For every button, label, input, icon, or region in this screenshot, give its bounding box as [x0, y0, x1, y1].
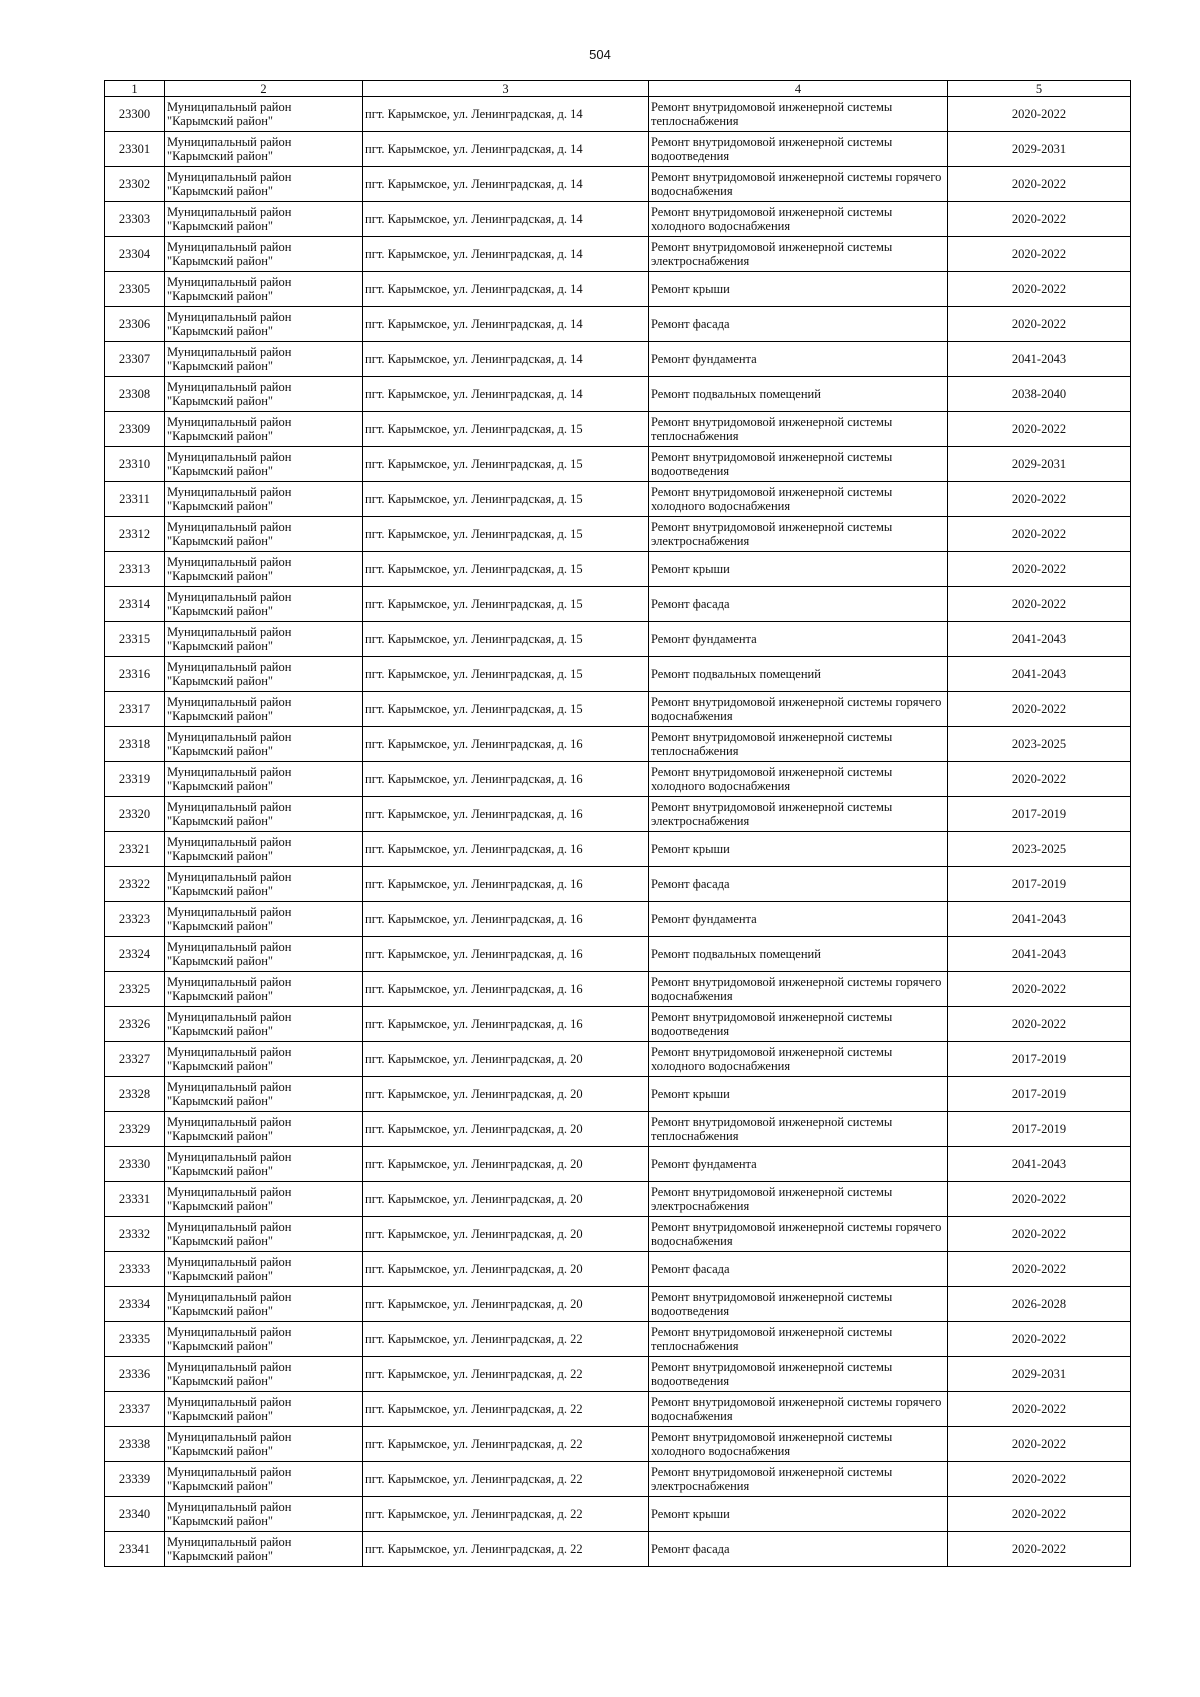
period-cell: 2020-2022 — [948, 1532, 1131, 1567]
address-cell: пгт. Карымское, ул. Ленинградская, д. 16 — [363, 797, 649, 832]
municipality-cell: Муниципальный район "Карымский район" — [165, 972, 363, 1007]
work-type-cell: Ремонт крыши — [649, 1077, 948, 1112]
period-cell: 2029-2031 — [948, 447, 1131, 482]
repair-schedule-table — [104, 80, 1131, 1567]
row-number: 23313 — [105, 552, 165, 587]
table-row — [105, 622, 1131, 657]
row-number: 23326 — [105, 1007, 165, 1042]
municipality-cell: Муниципальный район "Карымский район" — [165, 867, 363, 902]
row-number: 23324 — [105, 937, 165, 972]
column-number: 2 — [165, 81, 363, 97]
table-row — [105, 1357, 1131, 1392]
municipality-cell: Муниципальный район "Карымский район" — [165, 447, 363, 482]
row-number: 23304 — [105, 237, 165, 272]
work-type-cell: Ремонт внутридомовой инженерной системы теплоснабжения — [649, 1112, 948, 1147]
address-cell: пгт. Карымское, ул. Ленинградская, д. 14 — [363, 342, 649, 377]
column-number: 4 — [649, 81, 948, 97]
table-row — [105, 167, 1131, 202]
period-cell: 2026-2028 — [948, 1287, 1131, 1322]
address-cell: пгт. Карымское, ул. Ленинградская, д. 22 — [363, 1532, 649, 1567]
table-row — [105, 97, 1131, 132]
work-type-cell: Ремонт крыши — [649, 832, 948, 867]
work-type-cell: Ремонт фасада — [649, 307, 948, 342]
period-cell: 2020-2022 — [948, 1007, 1131, 1042]
row-number: 23327 — [105, 1042, 165, 1077]
row-number: 23333 — [105, 1252, 165, 1287]
municipality-cell: Муниципальный район "Карымский район" — [165, 1007, 363, 1042]
row-number: 23311 — [105, 482, 165, 517]
municipality-cell: Муниципальный район "Карымский район" — [165, 622, 363, 657]
address-cell: пгт. Карымское, ул. Ленинградская, д. 14 — [363, 237, 649, 272]
period-cell: 2023-2025 — [948, 832, 1131, 867]
municipality-cell: Муниципальный район "Карымский район" — [165, 587, 363, 622]
row-number: 23310 — [105, 447, 165, 482]
address-cell: пгт. Карымское, ул. Ленинградская, д. 14 — [363, 202, 649, 237]
address-cell: пгт. Карымское, ул. Ленинградская, д. 22 — [363, 1427, 649, 1462]
period-cell: 2020-2022 — [948, 1462, 1131, 1497]
row-number: 23328 — [105, 1077, 165, 1112]
work-type-cell: Ремонт внутридомовой инженерной системы водоотведения — [649, 1357, 948, 1392]
period-cell: 2017-2019 — [948, 1112, 1131, 1147]
table-row — [105, 587, 1131, 622]
table-row — [105, 657, 1131, 692]
work-type-cell: Ремонт внутридомовой инженерной системы холодного водоснабжения — [649, 1427, 948, 1462]
work-type-cell: Ремонт внутридомовой инженерной системы горячего водоснабжения — [649, 1217, 948, 1252]
municipality-cell: Муниципальный район "Карымский район" — [165, 97, 363, 132]
row-number: 23323 — [105, 902, 165, 937]
table-row — [105, 237, 1131, 272]
table-row — [105, 377, 1131, 412]
municipality-cell: Муниципальный район "Карымский район" — [165, 482, 363, 517]
address-cell: пгт. Карымское, ул. Ленинградская, д. 15 — [363, 692, 649, 727]
work-type-cell: Ремонт крыши — [649, 552, 948, 587]
address-cell: пгт. Карымское, ул. Ленинградская, д. 20 — [363, 1217, 649, 1252]
municipality-cell: Муниципальный район "Карымский район" — [165, 1182, 363, 1217]
work-type-cell: Ремонт фасада — [649, 867, 948, 902]
municipality-cell: Муниципальный район "Карымский район" — [165, 657, 363, 692]
work-type-cell: Ремонт внутридомовой инженерной системы электроснабжения — [649, 237, 948, 272]
table-row — [105, 1147, 1131, 1182]
municipality-cell: Муниципальный район "Карымский район" — [165, 552, 363, 587]
period-cell: 2020-2022 — [948, 552, 1131, 587]
period-cell: 2041-2043 — [948, 937, 1131, 972]
address-cell: пгт. Карымское, ул. Ленинградская, д. 16 — [363, 762, 649, 797]
work-type-cell: Ремонт внутридомовой инженерной системы теплоснабжения — [649, 412, 948, 447]
row-number: 23338 — [105, 1427, 165, 1462]
row-number: 23307 — [105, 342, 165, 377]
period-cell: 2020-2022 — [948, 692, 1131, 727]
address-cell: пгт. Карымское, ул. Ленинградская, д. 15 — [363, 482, 649, 517]
work-type-cell: Ремонт фундамента — [649, 342, 948, 377]
row-number: 23303 — [105, 202, 165, 237]
address-cell: пгт. Карымское, ул. Ленинградская, д. 16 — [363, 902, 649, 937]
row-number: 23317 — [105, 692, 165, 727]
table-row — [105, 867, 1131, 902]
address-cell: пгт. Карымское, ул. Ленинградская, д. 14 — [363, 272, 649, 307]
row-number: 23301 — [105, 132, 165, 167]
row-number: 23300 — [105, 97, 165, 132]
table-row — [105, 1007, 1131, 1042]
row-number: 23334 — [105, 1287, 165, 1322]
period-cell: 2023-2025 — [948, 727, 1131, 762]
table-row — [105, 517, 1131, 552]
address-cell: пгт. Карымское, ул. Ленинградская, д. 14 — [363, 97, 649, 132]
row-number: 23337 — [105, 1392, 165, 1427]
address-cell: пгт. Карымское, ул. Ленинградская, д. 15 — [363, 517, 649, 552]
address-cell: пгт. Карымское, ул. Ленинградская, д. 20 — [363, 1112, 649, 1147]
municipality-cell: Муниципальный район "Карымский район" — [165, 797, 363, 832]
table-row — [105, 1287, 1131, 1322]
table-row — [105, 482, 1131, 517]
table-row — [105, 1182, 1131, 1217]
period-cell: 2020-2022 — [948, 1252, 1131, 1287]
row-number: 23308 — [105, 377, 165, 412]
row-number: 23305 — [105, 272, 165, 307]
work-type-cell: Ремонт внутридомовой инженерной системы горячего водоснабжения — [649, 1392, 948, 1427]
row-number: 23339 — [105, 1462, 165, 1497]
municipality-cell: Муниципальный район "Карымский район" — [165, 1252, 363, 1287]
address-cell: пгт. Карымское, ул. Ленинградская, д. 15 — [363, 552, 649, 587]
municipality-cell: Муниципальный район "Карымский район" — [165, 202, 363, 237]
municipality-cell: Муниципальный район "Карымский район" — [165, 1217, 363, 1252]
table-row — [105, 692, 1131, 727]
work-type-cell: Ремонт подвальных помещений — [649, 657, 948, 692]
row-number: 23321 — [105, 832, 165, 867]
address-cell: пгт. Карымское, ул. Ленинградская, д. 20 — [363, 1182, 649, 1217]
period-cell: 2020-2022 — [948, 1217, 1131, 1252]
period-cell: 2020-2022 — [948, 762, 1131, 797]
work-type-cell: Ремонт внутридомовой инженерной системы водоотведения — [649, 1287, 948, 1322]
municipality-cell: Муниципальный район "Карымский район" — [165, 937, 363, 972]
row-number: 23306 — [105, 307, 165, 342]
table-row — [105, 727, 1131, 762]
row-number: 23325 — [105, 972, 165, 1007]
work-type-cell: Ремонт внутридомовой инженерной системы электроснабжения — [649, 517, 948, 552]
table-row — [105, 1217, 1131, 1252]
table-row — [105, 1532, 1131, 1567]
table-row — [105, 272, 1131, 307]
municipality-cell: Муниципальный район "Карымский район" — [165, 1427, 363, 1462]
address-cell: пгт. Карымское, ул. Ленинградская, д. 16 — [363, 727, 649, 762]
period-cell: 2017-2019 — [948, 1042, 1131, 1077]
period-cell: 2020-2022 — [948, 1182, 1131, 1217]
work-type-cell: Ремонт крыши — [649, 272, 948, 307]
row-number: 23340 — [105, 1497, 165, 1532]
municipality-cell: Муниципальный район "Карымский район" — [165, 132, 363, 167]
table-row — [105, 972, 1131, 1007]
address-cell: пгт. Карымское, ул. Ленинградская, д. 20 — [363, 1147, 649, 1182]
period-cell: 2041-2043 — [948, 622, 1131, 657]
work-type-cell: Ремонт фасада — [649, 587, 948, 622]
address-cell: пгт. Карымское, ул. Ленинградская, д. 14 — [363, 377, 649, 412]
table-row — [105, 447, 1131, 482]
work-type-cell: Ремонт внутридомовой инженерной системы теплоснабжения — [649, 97, 948, 132]
table-row — [105, 552, 1131, 587]
table-row — [105, 762, 1131, 797]
address-cell: пгт. Карымское, ул. Ленинградская, д. 20 — [363, 1252, 649, 1287]
municipality-cell: Муниципальный район "Карымский район" — [165, 1112, 363, 1147]
municipality-cell: Муниципальный район "Карымский район" — [165, 167, 363, 202]
work-type-cell: Ремонт крыши — [649, 1497, 948, 1532]
period-cell: 2041-2043 — [948, 1147, 1131, 1182]
row-number: 23318 — [105, 727, 165, 762]
work-type-cell: Ремонт фундамента — [649, 1147, 948, 1182]
column-number: 3 — [363, 81, 649, 97]
municipality-cell: Муниципальный район "Карымский район" — [165, 1042, 363, 1077]
period-cell: 2041-2043 — [948, 342, 1131, 377]
work-type-cell: Ремонт внутридомовой инженерной системы электроснабжения — [649, 1462, 948, 1497]
municipality-cell: Муниципальный район "Карымский район" — [165, 1497, 363, 1532]
column-number-row — [105, 81, 1131, 97]
municipality-cell: Муниципальный район "Карымский район" — [165, 1532, 363, 1567]
table-row — [105, 1462, 1131, 1497]
municipality-cell: Муниципальный район "Карымский район" — [165, 832, 363, 867]
row-number: 23330 — [105, 1147, 165, 1182]
period-cell: 2041-2043 — [948, 657, 1131, 692]
municipality-cell: Муниципальный район "Карымский район" — [165, 727, 363, 762]
table-row — [105, 832, 1131, 867]
address-cell: пгт. Карымское, ул. Ленинградская, д. 15 — [363, 657, 649, 692]
table-row — [105, 1322, 1131, 1357]
work-type-cell: Ремонт фундамента — [649, 622, 948, 657]
municipality-cell: Муниципальный район "Карымский район" — [165, 342, 363, 377]
municipality-cell: Муниципальный район "Карымский район" — [165, 1287, 363, 1322]
period-cell: 2020-2022 — [948, 517, 1131, 552]
address-cell: пгт. Карымское, ул. Ленинградская, д. 22 — [363, 1322, 649, 1357]
address-cell: пгт. Карымское, ул. Ленинградская, д. 20 — [363, 1042, 649, 1077]
municipality-cell: Муниципальный район "Карымский район" — [165, 1322, 363, 1357]
row-number: 23331 — [105, 1182, 165, 1217]
address-cell: пгт. Карымское, ул. Ленинградская, д. 15 — [363, 622, 649, 657]
address-cell: пгт. Карымское, ул. Ленинградская, д. 16 — [363, 937, 649, 972]
municipality-cell: Муниципальный район "Карымский район" — [165, 1147, 363, 1182]
period-cell: 2020-2022 — [948, 972, 1131, 1007]
address-cell: пгт. Карымское, ул. Ленинградская, д. 14 — [363, 132, 649, 167]
row-number: 23335 — [105, 1322, 165, 1357]
table-row — [105, 202, 1131, 237]
work-type-cell: Ремонт внутридомовой инженерной системы горячего водоснабжения — [649, 692, 948, 727]
period-cell: 2020-2022 — [948, 167, 1131, 202]
address-cell: пгт. Карымское, ул. Ленинградская, д. 22 — [363, 1462, 649, 1497]
work-type-cell: Ремонт внутридомовой инженерной системы водоотведения — [649, 132, 948, 167]
municipality-cell: Муниципальный район "Карымский район" — [165, 517, 363, 552]
row-number: 23341 — [105, 1532, 165, 1567]
table-row — [105, 1252, 1131, 1287]
period-cell: 2041-2043 — [948, 902, 1131, 937]
municipality-cell: Муниципальный район "Карымский район" — [165, 1462, 363, 1497]
row-number: 23302 — [105, 167, 165, 202]
table-row — [105, 1077, 1131, 1112]
work-type-cell: Ремонт внутридомовой инженерной системы электроснабжения — [649, 1182, 948, 1217]
work-type-cell: Ремонт фасада — [649, 1252, 948, 1287]
table-row — [105, 1042, 1131, 1077]
table-row — [105, 342, 1131, 377]
work-type-cell: Ремонт внутридомовой инженерной системы холодного водоснабжения — [649, 202, 948, 237]
table-row — [105, 937, 1131, 972]
row-number: 23309 — [105, 412, 165, 447]
address-cell: пгт. Карымское, ул. Ленинградская, д. 20 — [363, 1287, 649, 1322]
period-cell: 2020-2022 — [948, 412, 1131, 447]
work-type-cell: Ремонт внутридомовой инженерной системы холодного водоснабжения — [649, 482, 948, 517]
work-type-cell: Ремонт внутридомовой инженерной системы теплоснабжения — [649, 727, 948, 762]
work-type-cell: Ремонт фундамента — [649, 902, 948, 937]
municipality-cell: Муниципальный район "Карымский район" — [165, 692, 363, 727]
address-cell: пгт. Карымское, ул. Ленинградская, д. 15 — [363, 412, 649, 447]
address-cell: пгт. Карымское, ул. Ленинградская, д. 16 — [363, 832, 649, 867]
address-cell: пгт. Карымское, ул. Ленинградская, д. 20 — [363, 1077, 649, 1112]
work-type-cell: Ремонт внутридомовой инженерной системы водоотведения — [649, 1007, 948, 1042]
address-cell: пгт. Карымское, ул. Ленинградская, д. 16 — [363, 867, 649, 902]
row-number: 23316 — [105, 657, 165, 692]
period-cell: 2020-2022 — [948, 237, 1131, 272]
work-type-cell: Ремонт фасада — [649, 1532, 948, 1567]
address-cell: пгт. Карымское, ул. Ленинградская, д. 14 — [363, 307, 649, 342]
row-number: 23322 — [105, 867, 165, 902]
municipality-cell: Муниципальный район "Карымский район" — [165, 902, 363, 937]
address-cell: пгт. Карымское, ул. Ленинградская, д. 16 — [363, 972, 649, 1007]
period-cell: 2020-2022 — [948, 1392, 1131, 1427]
work-type-cell: Ремонт подвальных помещений — [649, 937, 948, 972]
period-cell: 2020-2022 — [948, 1497, 1131, 1532]
work-type-cell: Ремонт внутридомовой инженерной системы теплоснабжения — [649, 1322, 948, 1357]
municipality-cell: Муниципальный район "Карымский район" — [165, 1392, 363, 1427]
period-cell: 2017-2019 — [948, 797, 1131, 832]
row-number: 23332 — [105, 1217, 165, 1252]
row-number: 23312 — [105, 517, 165, 552]
municipality-cell: Муниципальный район "Карымский район" — [165, 1077, 363, 1112]
period-cell: 2020-2022 — [948, 482, 1131, 517]
table-row — [105, 307, 1131, 342]
table-row — [105, 902, 1131, 937]
period-cell: 2020-2022 — [948, 587, 1131, 622]
table-row — [105, 1427, 1131, 1462]
work-type-cell: Ремонт внутридомовой инженерной системы холодного водоснабжения — [649, 1042, 948, 1077]
address-cell: пгт. Карымское, ул. Ленинградская, д. 15 — [363, 447, 649, 482]
table-row — [105, 1497, 1131, 1532]
address-cell: пгт. Карымское, ул. Ленинградская, д. 15 — [363, 587, 649, 622]
page-number: 504 — [589, 47, 611, 62]
work-type-cell: Ремонт внутридомовой инженерной системы горячего водоснабжения — [649, 167, 948, 202]
period-cell: 2029-2031 — [948, 1357, 1131, 1392]
period-cell: 2020-2022 — [948, 97, 1131, 132]
address-cell: пгт. Карымское, ул. Ленинградская, д. 22 — [363, 1497, 649, 1532]
period-cell: 2017-2019 — [948, 867, 1131, 902]
address-cell: пгт. Карымское, ул. Ленинградская, д. 14 — [363, 167, 649, 202]
row-number: 23314 — [105, 587, 165, 622]
municipality-cell: Муниципальный район "Карымский район" — [165, 1357, 363, 1392]
work-type-cell: Ремонт внутридомовой инженерной системы холодного водоснабжения — [649, 762, 948, 797]
table-row — [105, 412, 1131, 447]
municipality-cell: Муниципальный район "Карымский район" — [165, 237, 363, 272]
period-cell: 2020-2022 — [948, 307, 1131, 342]
work-type-cell: Ремонт внутридомовой инженерной системы горячего водоснабжения — [649, 972, 948, 1007]
period-cell: 2029-2031 — [948, 132, 1131, 167]
column-number: 5 — [948, 81, 1131, 97]
work-type-cell: Ремонт внутридомовой инженерной системы электроснабжения — [649, 797, 948, 832]
column-number: 1 — [105, 81, 165, 97]
period-cell: 2020-2022 — [948, 1427, 1131, 1462]
table-row — [105, 797, 1131, 832]
municipality-cell: Муниципальный район "Карымский район" — [165, 377, 363, 412]
period-cell: 2017-2019 — [948, 1077, 1131, 1112]
municipality-cell: Муниципальный район "Карымский район" — [165, 762, 363, 797]
municipality-cell: Муниципальный район "Карымский район" — [165, 412, 363, 447]
table-body — [105, 81, 1131, 1567]
period-cell: 2038-2040 — [948, 377, 1131, 412]
row-number: 23320 — [105, 797, 165, 832]
period-cell: 2020-2022 — [948, 272, 1131, 307]
work-type-cell: Ремонт подвальных помещений — [649, 377, 948, 412]
address-cell: пгт. Карымское, ул. Ленинградская, д. 22 — [363, 1357, 649, 1392]
row-number: 23336 — [105, 1357, 165, 1392]
table-row — [105, 1392, 1131, 1427]
row-number: 23319 — [105, 762, 165, 797]
period-cell: 2020-2022 — [948, 1322, 1131, 1357]
table-row — [105, 132, 1131, 167]
row-number: 23329 — [105, 1112, 165, 1147]
table-row — [105, 1112, 1131, 1147]
address-cell: пгт. Карымское, ул. Ленинградская, д. 16 — [363, 1007, 649, 1042]
address-cell: пгт. Карымское, ул. Ленинградская, д. 22 — [363, 1392, 649, 1427]
municipality-cell: Муниципальный район "Карымский район" — [165, 272, 363, 307]
work-type-cell: Ремонт внутридомовой инженерной системы водоотведения — [649, 447, 948, 482]
row-number: 23315 — [105, 622, 165, 657]
period-cell: 2020-2022 — [948, 202, 1131, 237]
municipality-cell: Муниципальный район "Карымский район" — [165, 307, 363, 342]
